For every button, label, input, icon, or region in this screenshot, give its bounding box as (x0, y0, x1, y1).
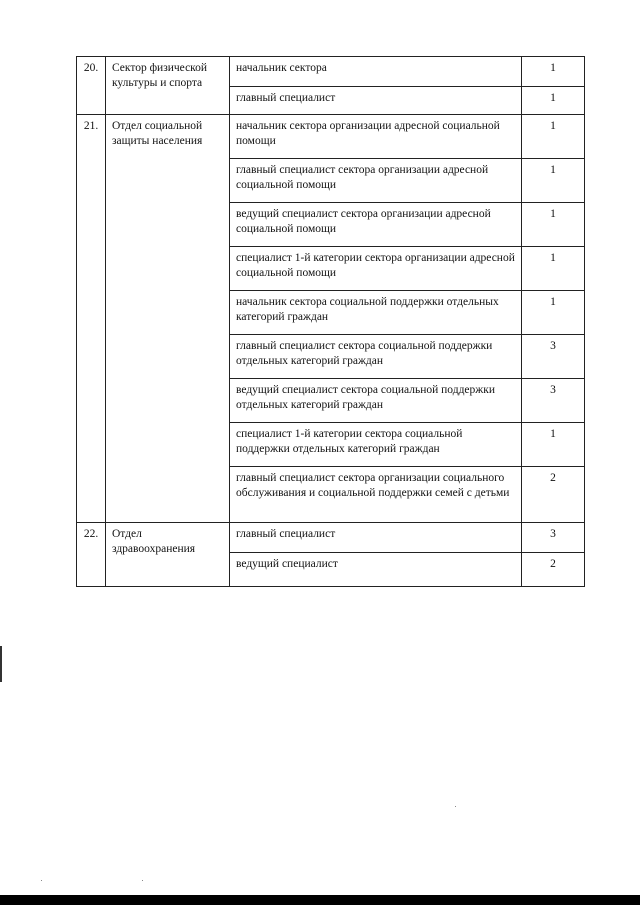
position-title: специалист 1-й категории сектора организации адресной социальной помощи (230, 247, 522, 291)
row-number: 20. (77, 57, 106, 115)
position-count: 2 (522, 467, 585, 523)
position-title: главный специалист (230, 523, 522, 553)
position-count: 3 (522, 523, 585, 553)
position-title: ведущий специалист (230, 553, 522, 587)
position-count: 1 (522, 159, 585, 203)
position-count: 3 (522, 379, 585, 423)
position-title: специалист 1-й категории сектора социальной поддержки отдельных категорий граждан (230, 423, 522, 467)
position-count: 1 (522, 291, 585, 335)
position-count: 3 (522, 335, 585, 379)
position-count: 1 (522, 247, 585, 291)
department-name: Сектор физической культуры и спорта (106, 57, 230, 115)
position-title: главный специалист сектора социальной поддержки отдельных категорий граждан (230, 335, 522, 379)
scan-speck (41, 880, 42, 881)
scan-speck (455, 806, 456, 807)
position-title: ведущий специалист сектора организации адресной социальной помощи (230, 203, 522, 247)
position-count: 1 (522, 57, 585, 87)
position-count: 1 (522, 423, 585, 467)
staff-table (76, 56, 585, 587)
table-row (77, 523, 585, 553)
scan-speck (142, 880, 143, 881)
position-title: начальник сектора социальной поддержки отдельных категорий граждан (230, 291, 522, 335)
staff-table-body (77, 57, 585, 587)
department-name: Отдел здравоохранения (106, 523, 230, 587)
row-number: 22. (77, 523, 106, 587)
position-title: начальник сектора организации адресной социальной помощи (230, 115, 522, 159)
position-count: 1 (522, 115, 585, 159)
scan-bottom-border (0, 895, 640, 905)
position-count: 2 (522, 553, 585, 587)
position-title: главный специалист сектора организации социального обслуживания и социальной поддержки семей с детьми (230, 467, 522, 523)
position-title: ведущий специалист сектора социальной поддержки отдельных категорий граждан (230, 379, 522, 423)
position-title: начальник сектора (230, 57, 522, 87)
position-count: 1 (522, 203, 585, 247)
table-row (77, 115, 585, 159)
position-title: главный специалист сектора организации адресной социальной помощи (230, 159, 522, 203)
scan-margin-mark (0, 646, 2, 682)
table-row (77, 57, 585, 87)
position-count: 1 (522, 87, 585, 115)
position-title: главный специалист (230, 87, 522, 115)
department-name: Отдел социальной защиты населения (106, 115, 230, 523)
row-number: 21. (77, 115, 106, 523)
